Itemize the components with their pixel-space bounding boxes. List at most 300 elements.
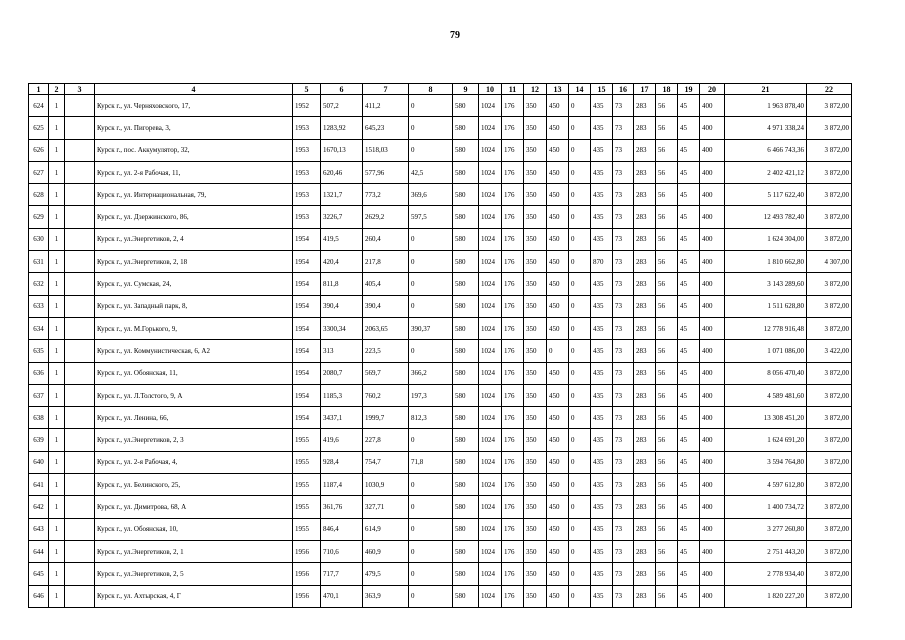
table-cell: 283: [634, 295, 656, 317]
table-cell: 450: [547, 451, 569, 473]
table-cell: 13 308 451,20: [725, 407, 807, 429]
table-cell: 56: [656, 295, 678, 317]
table-cell: 400: [700, 295, 725, 317]
table-cell: 3437,1: [321, 407, 363, 429]
table-cell: 3 872,00: [807, 585, 852, 607]
table-cell: 176: [502, 384, 524, 406]
table-cell: 1321,7: [321, 184, 363, 206]
table-cell: 283: [634, 340, 656, 362]
table-cell: 435: [591, 206, 613, 228]
table-cell: 350: [524, 496, 547, 518]
table-cell: 217,8: [363, 251, 409, 273]
table-cell: 633: [29, 295, 49, 317]
table-cell: 176: [502, 540, 524, 562]
table-cell: 400: [700, 95, 725, 117]
table-cell: 0: [569, 429, 591, 451]
table-cell: 1: [49, 474, 65, 496]
table-cell: 176: [502, 317, 524, 339]
column-header: 14: [569, 84, 591, 95]
table-cell: 435: [591, 117, 613, 139]
table-cell: 2 778 934,40: [725, 563, 807, 585]
table-cell: 1024: [479, 139, 502, 161]
table-row: [29, 429, 852, 451]
table-cell: 0: [569, 496, 591, 518]
table-cell: 450: [547, 540, 569, 562]
table-cell: 1952: [293, 95, 321, 117]
table-cell: 350: [524, 474, 547, 496]
table-cell: 400: [700, 340, 725, 362]
table-cell: 1024: [479, 295, 502, 317]
table-cell: 283: [634, 407, 656, 429]
table-cell: 450: [547, 563, 569, 585]
table-cell: Курск г., ул. Интернациональная, 79,: [95, 184, 293, 206]
table-cell: 1024: [479, 273, 502, 295]
table-cell: 1: [49, 585, 65, 607]
table-cell: 1955: [293, 451, 321, 473]
table-cell: 645,23: [363, 117, 409, 139]
table-cell: 73: [613, 95, 634, 117]
table-cell: 3 872,00: [807, 384, 852, 406]
table-cell: 0: [569, 317, 591, 339]
table-cell: Курск г., ул. Обоянская, 11,: [95, 362, 293, 384]
table-cell: 625: [29, 117, 49, 139]
table-cell: 411,2: [363, 95, 409, 117]
table-cell: 580: [453, 540, 479, 562]
column-header: 16: [613, 84, 634, 95]
table-cell: 419,5: [321, 228, 363, 250]
table-cell: [65, 273, 95, 295]
table-cell: 629: [29, 206, 49, 228]
table-cell: 45: [678, 117, 700, 139]
table-cell: 580: [453, 451, 479, 473]
table-cell: 435: [591, 161, 613, 183]
table-cell: 73: [613, 474, 634, 496]
table-cell: [65, 429, 95, 451]
table-cell: 283: [634, 585, 656, 607]
column-header: 4: [95, 84, 293, 95]
table-cell: 435: [591, 540, 613, 562]
table-cell: 45: [678, 540, 700, 562]
table-cell: 1024: [479, 317, 502, 339]
table-cell: 450: [547, 496, 569, 518]
table-cell: 0: [569, 95, 591, 117]
table-cell: 73: [613, 206, 634, 228]
table-cell: 176: [502, 585, 524, 607]
table-cell: 646: [29, 585, 49, 607]
table-cell: 580: [453, 117, 479, 139]
table-cell: 3226,7: [321, 206, 363, 228]
table-cell: 450: [547, 518, 569, 540]
table-cell: 3 277 260,80: [725, 518, 807, 540]
table-cell: 597,5: [409, 206, 453, 228]
table-cell: 3 872,00: [807, 317, 852, 339]
table-cell: 3 422,00: [807, 340, 852, 362]
table-cell: 176: [502, 429, 524, 451]
table-cell: 1 810 662,80: [725, 251, 807, 273]
table-cell: 636: [29, 362, 49, 384]
table-cell: 870: [591, 251, 613, 273]
table-cell: [65, 139, 95, 161]
table-cell: Курск г., ул. 2-я Рабочая, 11,: [95, 161, 293, 183]
table-cell: [65, 117, 95, 139]
table-cell: 1954: [293, 317, 321, 339]
table-cell: 73: [613, 518, 634, 540]
table-cell: 42,5: [409, 161, 453, 183]
table-cell: 400: [700, 206, 725, 228]
table-cell: 1024: [479, 429, 502, 451]
table-cell: 350: [524, 295, 547, 317]
table-cell: 73: [613, 340, 634, 362]
table-cell: 176: [502, 206, 524, 228]
table-cell: [65, 407, 95, 429]
table-cell: 644: [29, 540, 49, 562]
table-cell: 450: [547, 273, 569, 295]
table-cell: 435: [591, 295, 613, 317]
table-row: [29, 563, 852, 585]
table-cell: Курск г., ул. Дзержинского, 86,: [95, 206, 293, 228]
table-cell: 0: [409, 540, 453, 562]
table-cell: 1: [49, 206, 65, 228]
table-cell: 754,7: [363, 451, 409, 473]
table-cell: 400: [700, 161, 725, 183]
column-header: 6: [321, 84, 363, 95]
table-cell: 4 971 338,24: [725, 117, 807, 139]
column-header: 9: [453, 84, 479, 95]
table-cell: Курск г., ул.Энергетиков, 2, 4: [95, 228, 293, 250]
table-row: [29, 496, 852, 518]
table-cell: 73: [613, 295, 634, 317]
table-cell: 350: [524, 273, 547, 295]
table-cell: 71,8: [409, 451, 453, 473]
table-cell: 580: [453, 407, 479, 429]
table-cell: 350: [524, 95, 547, 117]
table-row: [29, 273, 852, 295]
table-cell: Курск г., ул. Пигорева, 3,: [95, 117, 293, 139]
table-cell: 580: [453, 295, 479, 317]
table-cell: 450: [547, 317, 569, 339]
table-cell: 1: [49, 340, 65, 362]
table-cell: Курск г., ул.Энергетиков, 2, 3: [95, 429, 293, 451]
table-cell: 580: [453, 251, 479, 273]
table-cell: 0: [569, 251, 591, 273]
table-cell: 45: [678, 273, 700, 295]
table-cell: 369,6: [409, 184, 453, 206]
table-cell: 0: [569, 273, 591, 295]
table-row: [29, 362, 852, 384]
table-cell: 350: [524, 117, 547, 139]
table-cell: 580: [453, 139, 479, 161]
table-cell: 56: [656, 540, 678, 562]
table-cell: 73: [613, 317, 634, 339]
table-cell: 1956: [293, 540, 321, 562]
table-cell: 45: [678, 139, 700, 161]
table-cell: 405,4: [363, 273, 409, 295]
table-cell: [65, 384, 95, 406]
table-cell: 717,7: [321, 563, 363, 585]
table-cell: 773,2: [363, 184, 409, 206]
table-cell: 283: [634, 117, 656, 139]
table-cell: 45: [678, 451, 700, 473]
table-cell: 450: [547, 139, 569, 161]
table-cell: 45: [678, 407, 700, 429]
table-cell: 56: [656, 585, 678, 607]
table-cell: 400: [700, 184, 725, 206]
table-cell: 56: [656, 451, 678, 473]
table-cell: 45: [678, 429, 700, 451]
table-cell: 1: [49, 251, 65, 273]
table-cell: 6 466 743,36: [725, 139, 807, 161]
table-cell: 0: [569, 474, 591, 496]
table-cell: 0: [409, 518, 453, 540]
column-header: 19: [678, 84, 700, 95]
table-cell: [65, 563, 95, 585]
table-cell: 1955: [293, 518, 321, 540]
table-cell: 400: [700, 496, 725, 518]
table-cell: Курск г., пос. Аккумулятор, 32,: [95, 139, 293, 161]
table-cell: 642: [29, 496, 49, 518]
table-cell: 400: [700, 228, 725, 250]
table-cell: 283: [634, 429, 656, 451]
table-cell: 1024: [479, 474, 502, 496]
table-cell: 580: [453, 429, 479, 451]
table-cell: 197,3: [409, 384, 453, 406]
table-cell: 580: [453, 317, 479, 339]
table-cell: 56: [656, 317, 678, 339]
table-cell: 450: [547, 251, 569, 273]
table-cell: 3 872,00: [807, 540, 852, 562]
table-row: [29, 295, 852, 317]
table-cell: 400: [700, 362, 725, 384]
table-cell: 1030,9: [363, 474, 409, 496]
table-cell: 3 872,00: [807, 407, 852, 429]
table-cell: 1: [49, 317, 65, 339]
table-cell: 577,96: [363, 161, 409, 183]
table-cell: 327,71: [363, 496, 409, 518]
table-cell: 350: [524, 228, 547, 250]
table-cell: 450: [547, 585, 569, 607]
table-cell: 56: [656, 161, 678, 183]
table-cell: 3 872,00: [807, 95, 852, 117]
table-cell: 45: [678, 317, 700, 339]
table-cell: 1024: [479, 206, 502, 228]
table-cell: 580: [453, 518, 479, 540]
table-cell: 760,2: [363, 384, 409, 406]
table-cell: 632: [29, 273, 49, 295]
table-cell: 0: [409, 117, 453, 139]
table-cell: 0: [569, 451, 591, 473]
table-cell: 45: [678, 295, 700, 317]
table-cell: 361,76: [321, 496, 363, 518]
table-cell: 3 872,00: [807, 451, 852, 473]
table-cell: 580: [453, 340, 479, 362]
table-cell: [65, 451, 95, 473]
table-cell: 614,9: [363, 518, 409, 540]
table-cell: 1024: [479, 407, 502, 429]
table-cell: 73: [613, 251, 634, 273]
table-row: [29, 206, 852, 228]
table-cell: 624: [29, 95, 49, 117]
table-cell: 176: [502, 184, 524, 206]
table-row: [29, 139, 852, 161]
table-cell: [65, 496, 95, 518]
table-cell: 176: [502, 228, 524, 250]
table-cell: 1956: [293, 585, 321, 607]
table-cell: 0: [409, 251, 453, 273]
table-cell: 0: [569, 384, 591, 406]
table-cell: 3 872,00: [807, 295, 852, 317]
column-header: 22: [807, 84, 852, 95]
table-cell: 366,2: [409, 362, 453, 384]
table-cell: 260,4: [363, 228, 409, 250]
table-cell: 56: [656, 228, 678, 250]
table-row: [29, 161, 852, 183]
table-cell: 1024: [479, 228, 502, 250]
table-cell: 435: [591, 95, 613, 117]
table-cell: 450: [547, 95, 569, 117]
table-cell: 56: [656, 563, 678, 585]
table-row: [29, 451, 852, 473]
table-cell: 3 872,00: [807, 206, 852, 228]
column-header: 18: [656, 84, 678, 95]
table-cell: 350: [524, 317, 547, 339]
table-cell: 1024: [479, 161, 502, 183]
table-cell: 1999,7: [363, 407, 409, 429]
table-cell: 630: [29, 228, 49, 250]
table-cell: 350: [524, 585, 547, 607]
table-cell: 1: [49, 384, 65, 406]
table-cell: 45: [678, 518, 700, 540]
table-cell: 56: [656, 206, 678, 228]
table-cell: 283: [634, 362, 656, 384]
table-cell: 400: [700, 474, 725, 496]
table-cell: 176: [502, 451, 524, 473]
table-cell: 0: [409, 273, 453, 295]
table-row: [29, 474, 852, 496]
table-cell: 8 056 470,40: [725, 362, 807, 384]
table-cell: 470,1: [321, 585, 363, 607]
table-cell: 1 624 691,20: [725, 429, 807, 451]
table-cell: 450: [547, 384, 569, 406]
table-cell: 435: [591, 228, 613, 250]
table-cell: 176: [502, 563, 524, 585]
table-cell: 73: [613, 429, 634, 451]
table-cell: 1 963 878,40: [725, 95, 807, 117]
table-cell: 73: [613, 585, 634, 607]
table-cell: 1: [49, 407, 65, 429]
column-header: 5: [293, 84, 321, 95]
table-cell: 0: [569, 563, 591, 585]
table-cell: 350: [524, 184, 547, 206]
table-cell: 1: [49, 139, 65, 161]
table-cell: 56: [656, 251, 678, 273]
table-cell: Курск г., ул. 2-я Рабочая, 4,: [95, 451, 293, 473]
table-row: [29, 95, 852, 117]
table-cell: 283: [634, 161, 656, 183]
table-cell: 0: [569, 295, 591, 317]
table-cell: 2629,2: [363, 206, 409, 228]
table-cell: [65, 585, 95, 607]
table-cell: 176: [502, 95, 524, 117]
table-cell: 56: [656, 496, 678, 518]
column-header: 15: [591, 84, 613, 95]
table-cell: 390,4: [363, 295, 409, 317]
table-cell: 45: [678, 161, 700, 183]
table-cell: 4 589 481,60: [725, 384, 807, 406]
table-cell: 435: [591, 384, 613, 406]
table-cell: 45: [678, 384, 700, 406]
table-cell: 0: [409, 496, 453, 518]
table-cell: 363,9: [363, 585, 409, 607]
table-cell: 580: [453, 563, 479, 585]
table-cell: 3 872,00: [807, 518, 852, 540]
table-cell: 400: [700, 407, 725, 429]
table-cell: [65, 340, 95, 362]
column-header: 10: [479, 84, 502, 95]
table-cell: 0: [569, 340, 591, 362]
table-cell: 283: [634, 228, 656, 250]
table-cell: 176: [502, 407, 524, 429]
table-cell: 0: [409, 295, 453, 317]
table-cell: Курск г., ул. Черняховского, 17,: [95, 95, 293, 117]
table-cell: 2063,65: [363, 317, 409, 339]
table-cell: 1 820 227,20: [725, 585, 807, 607]
table-cell: 1: [49, 362, 65, 384]
table-cell: 0: [409, 563, 453, 585]
table-cell: [65, 95, 95, 117]
table-cell: 283: [634, 206, 656, 228]
table-cell: 3 872,00: [807, 362, 852, 384]
table-cell: 580: [453, 496, 479, 518]
table-cell: 283: [634, 317, 656, 339]
table-cell: 227,8: [363, 429, 409, 451]
table-cell: 580: [453, 273, 479, 295]
table-cell: 1: [49, 117, 65, 139]
table-cell: Курск г., ул.Энергетиков, 2, 18: [95, 251, 293, 273]
table-cell: 635: [29, 340, 49, 362]
table-cell: 45: [678, 95, 700, 117]
table-cell: 1955: [293, 429, 321, 451]
table-cell: 1 511 628,80: [725, 295, 807, 317]
table-cell: Курск г., ул.Энергетиков, 2, 5: [95, 563, 293, 585]
table-cell: 3 872,00: [807, 228, 852, 250]
table-cell: 0: [569, 161, 591, 183]
table-cell: 73: [613, 161, 634, 183]
table-cell: 1: [49, 496, 65, 518]
table-cell: 450: [547, 117, 569, 139]
table-cell: 350: [524, 139, 547, 161]
table-cell: 283: [634, 496, 656, 518]
table-cell: 12 493 782,40: [725, 206, 807, 228]
column-header: 7: [363, 84, 409, 95]
table-cell: 56: [656, 184, 678, 206]
table-cell: 1670,13: [321, 139, 363, 161]
table-cell: [65, 228, 95, 250]
table-row: [29, 340, 852, 362]
table-cell: 350: [524, 340, 547, 362]
table-cell: 1953: [293, 184, 321, 206]
table-cell: 0: [569, 184, 591, 206]
table-cell: [65, 206, 95, 228]
table-cell: 283: [634, 474, 656, 496]
table-cell: 45: [678, 251, 700, 273]
table-body: [29, 95, 852, 608]
table-cell: 928,4: [321, 451, 363, 473]
table-cell: [65, 474, 95, 496]
table-cell: 73: [613, 384, 634, 406]
table-cell: 1954: [293, 384, 321, 406]
table-cell: 1: [49, 518, 65, 540]
table-cell: 1024: [479, 95, 502, 117]
